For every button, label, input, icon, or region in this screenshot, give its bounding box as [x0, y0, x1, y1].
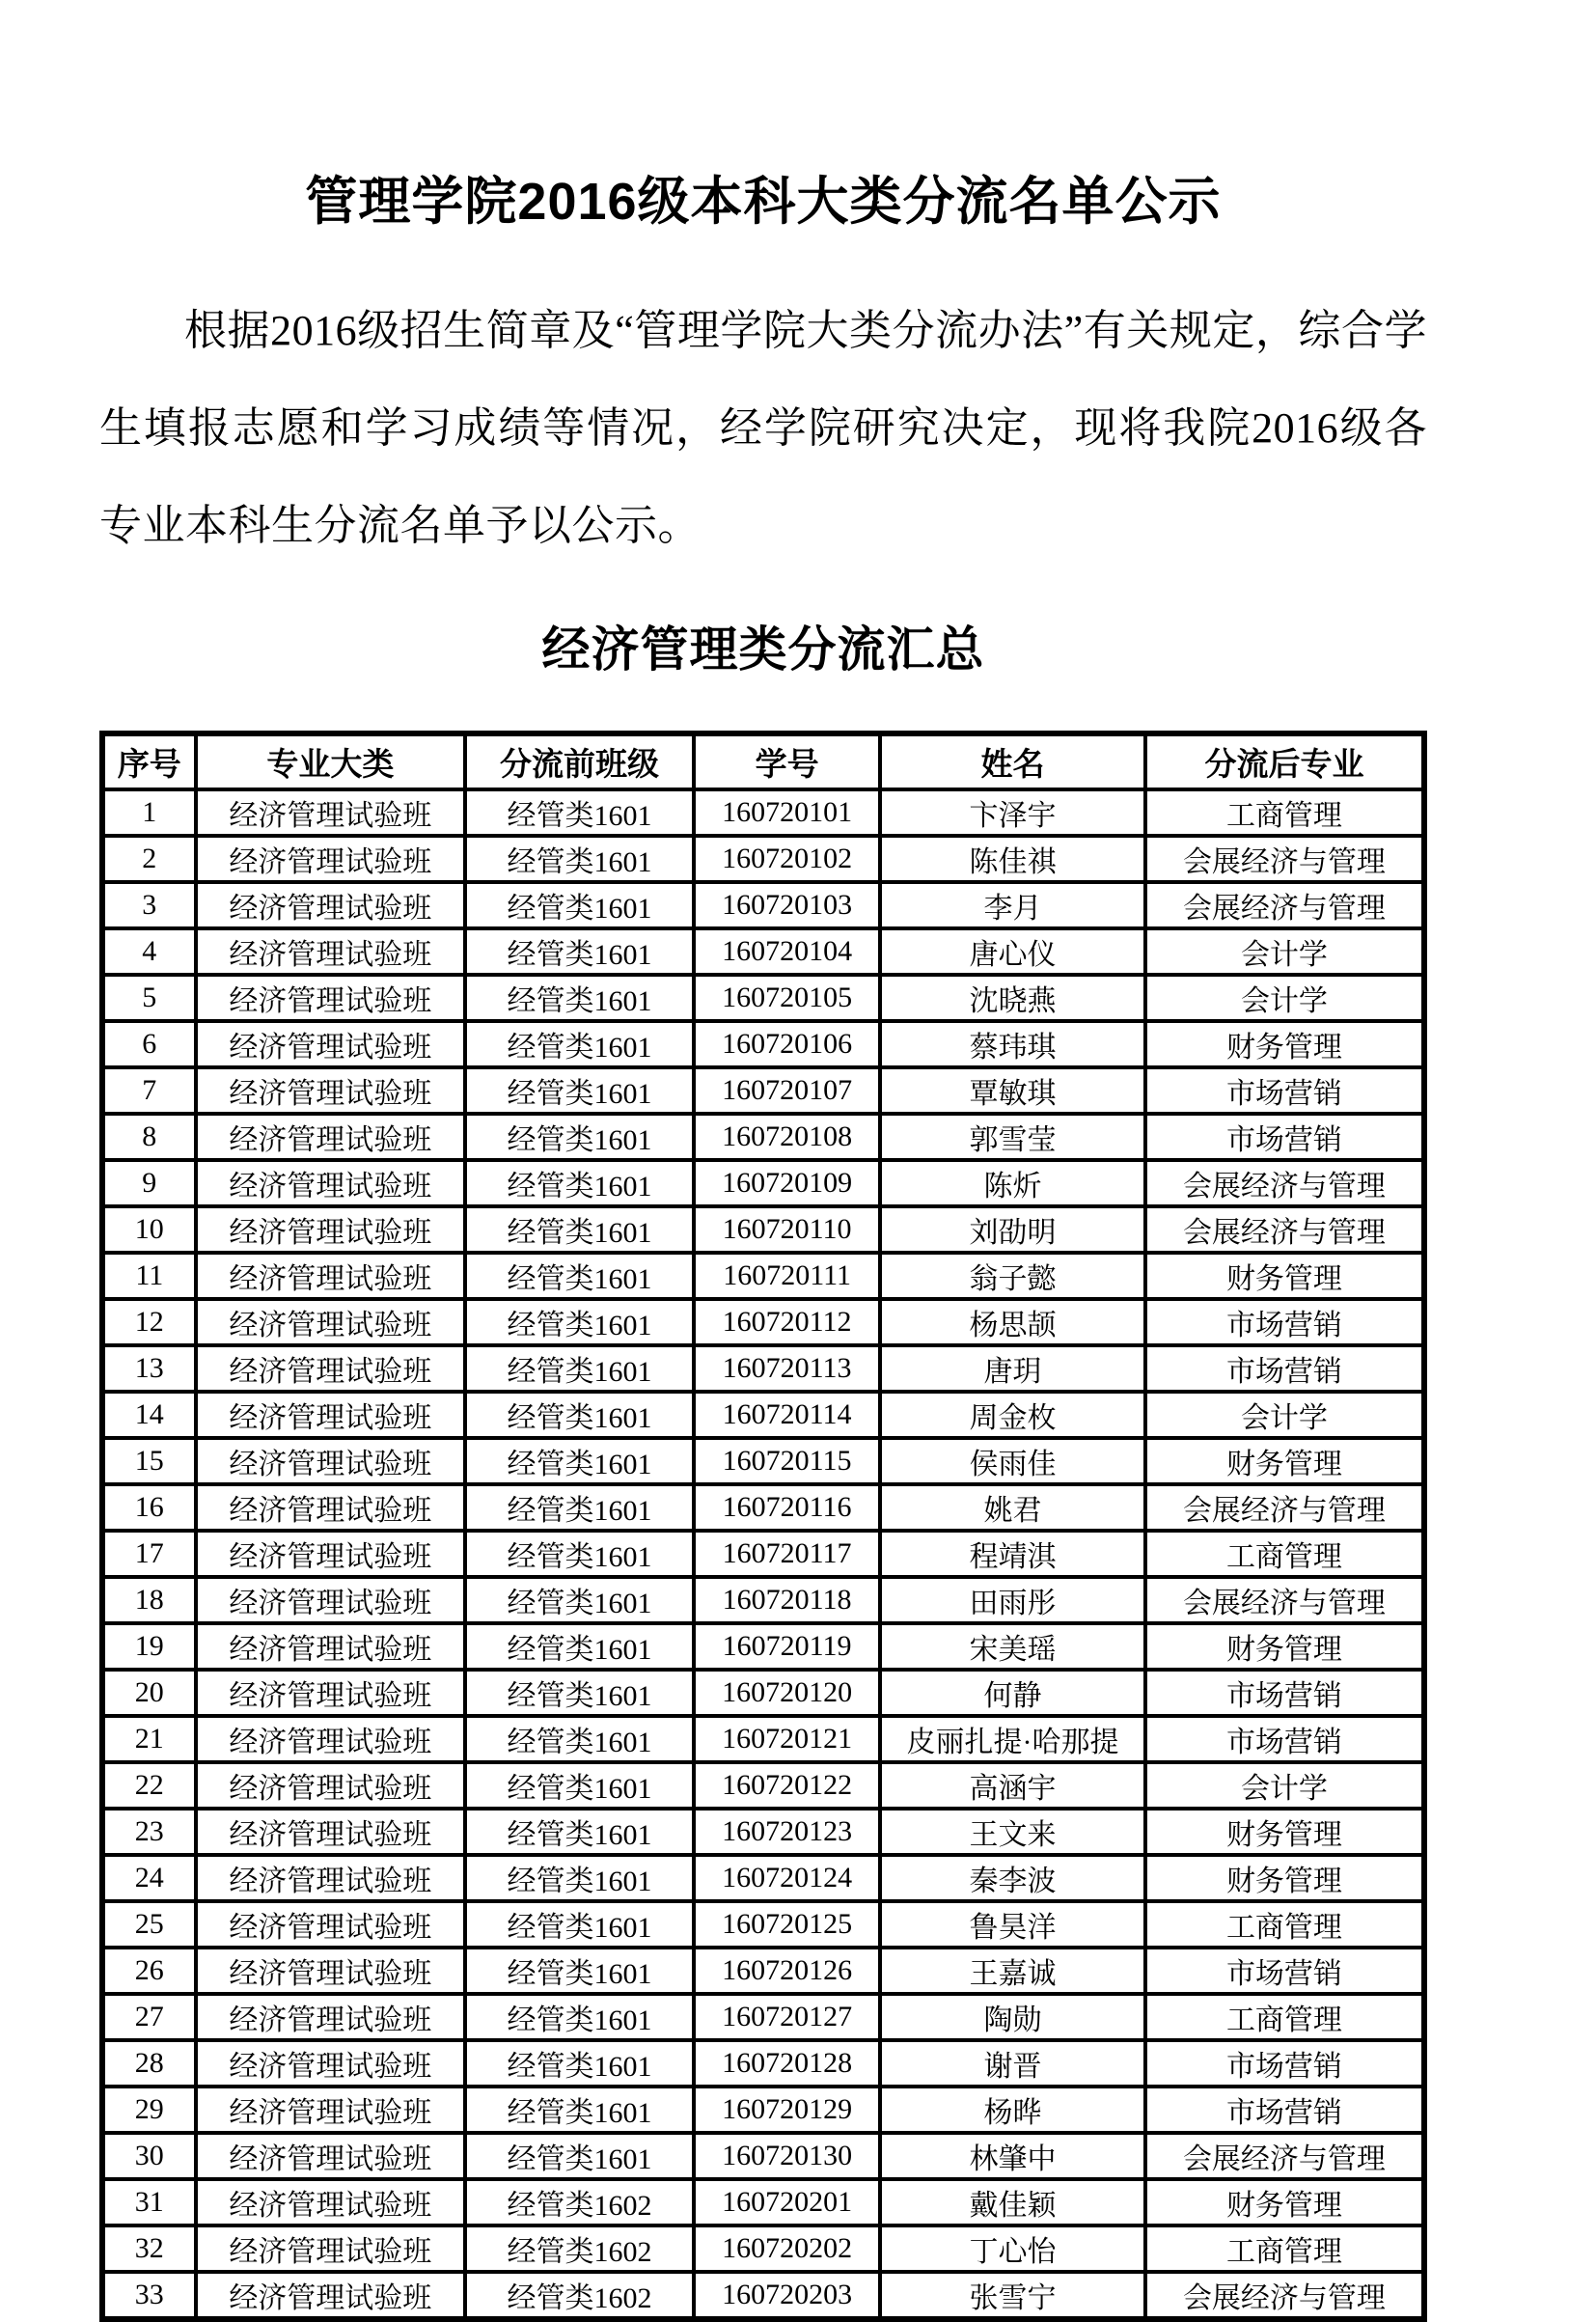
- cell-name: 林肇中: [880, 2133, 1145, 2179]
- cell-name: 宋美瑶: [880, 1623, 1145, 1670]
- cell-major-category: 经济管理试验班: [196, 2040, 465, 2087]
- table-row: [102, 2040, 1424, 2087]
- cell-name: 李月: [880, 882, 1145, 928]
- cell-index: 21: [102, 1716, 196, 1762]
- cell-major-category: 经济管理试验班: [196, 1577, 465, 1623]
- cell-student-id: 160720101: [694, 789, 880, 836]
- table-row: [102, 1948, 1424, 1994]
- cell-major-category: 经济管理试验班: [196, 2179, 465, 2225]
- cell-name: 丁心怡: [880, 2225, 1145, 2272]
- cell-student-id: 160720109: [694, 1160, 880, 1206]
- cell-major-after: 市场营销: [1145, 1948, 1424, 1994]
- table-row: [102, 1021, 1424, 1067]
- cell-class-before: 经管类1601: [465, 1623, 694, 1670]
- cell-student-id: 160720201: [694, 2179, 880, 2225]
- cell-index: 33: [102, 2272, 196, 2319]
- cell-student-id: 160720203: [694, 2272, 880, 2319]
- cell-name: 何静: [880, 1670, 1145, 1716]
- cell-index: 26: [102, 1948, 196, 1994]
- cell-class-before: 经管类1601: [465, 1855, 694, 1901]
- cell-major-after: 财务管理: [1145, 2179, 1424, 2225]
- cell-major-after: 工商管理: [1145, 789, 1424, 836]
- cell-major-category: 经济管理试验班: [196, 1299, 465, 1345]
- cell-name: 谢晋: [880, 2040, 1145, 2087]
- cell-class-before: 经管类1601: [465, 882, 694, 928]
- cell-major-category: 经济管理试验班: [196, 1484, 465, 1531]
- cell-student-id: 160720108: [694, 1114, 880, 1160]
- cell-class-before: 经管类1602: [465, 2225, 694, 2272]
- cell-major-category: 经济管理试验班: [196, 2087, 465, 2133]
- cell-student-id: 160720103: [694, 882, 880, 928]
- cell-name: 周金枚: [880, 1392, 1145, 1438]
- cell-name: 杨思颉: [880, 1299, 1145, 1345]
- cell-student-id: 160720129: [694, 2087, 880, 2133]
- cell-major-after: 财务管理: [1145, 1855, 1424, 1901]
- cell-major-after: 财务管理: [1145, 1809, 1424, 1855]
- cell-major-category: 经济管理试验班: [196, 2133, 465, 2179]
- cell-class-before: 经管类1601: [465, 928, 694, 975]
- table-row: [102, 1623, 1424, 1670]
- cell-name: 王文来: [880, 1809, 1145, 1855]
- cell-index: 1: [102, 789, 196, 836]
- cell-class-before: 经管类1601: [465, 2087, 694, 2133]
- cell-class-before: 经管类1601: [465, 1762, 694, 1809]
- table-row: [102, 1345, 1424, 1392]
- table-row: [102, 1670, 1424, 1716]
- cell-student-id: 160720120: [694, 1670, 880, 1716]
- cell-major-category: 经济管理试验班: [196, 1762, 465, 1809]
- cell-index: 24: [102, 1855, 196, 1901]
- cell-name: 鲁昊洋: [880, 1901, 1145, 1948]
- cell-major-after: 会展经济与管理: [1145, 1577, 1424, 1623]
- cell-major-category: 经济管理试验班: [196, 1716, 465, 1762]
- cell-name: 翁子懿: [880, 1253, 1145, 1299]
- cell-name: 张雪宁: [880, 2272, 1145, 2319]
- cell-student-id: 160720110: [694, 1206, 880, 1253]
- cell-index: 18: [102, 1577, 196, 1623]
- cell-name: 卞泽宇: [880, 789, 1145, 836]
- table-row: [102, 1299, 1424, 1345]
- cell-name: 陶勋: [880, 1994, 1145, 2040]
- cell-name: 陈炘: [880, 1160, 1145, 1206]
- cell-index: 30: [102, 2133, 196, 2179]
- cell-class-before: 经管类1601: [465, 1299, 694, 1345]
- cell-index: 2: [102, 836, 196, 882]
- cell-name: 戴佳颖: [880, 2179, 1145, 2225]
- cell-name: 蔡玮琪: [880, 1021, 1145, 1067]
- table-row: [102, 882, 1424, 928]
- cell-major-category: 经济管理试验班: [196, 1206, 465, 1253]
- cell-major-category: 经济管理试验班: [196, 789, 465, 836]
- cell-name: 田雨彤: [880, 1577, 1145, 1623]
- cell-student-id: 160720123: [694, 1809, 880, 1855]
- cell-class-before: 经管类1601: [465, 1021, 694, 1067]
- column-header-major-category: 专业大类: [196, 733, 465, 789]
- table-row: [102, 2272, 1424, 2319]
- cell-major-category: 经济管理试验班: [196, 1021, 465, 1067]
- table-row: [102, 1855, 1424, 1901]
- cell-student-id: 160720126: [694, 1948, 880, 1994]
- cell-major-after: 会展经济与管理: [1145, 2133, 1424, 2179]
- cell-index: 6: [102, 1021, 196, 1067]
- cell-student-id: 160720102: [694, 836, 880, 882]
- table-row: [102, 1716, 1424, 1762]
- table-row: [102, 1253, 1424, 1299]
- table-row: [102, 1114, 1424, 1160]
- cell-class-before: 经管类1601: [465, 1901, 694, 1948]
- cell-major-category: 经济管理试验班: [196, 2225, 465, 2272]
- cell-class-before: 经管类1601: [465, 1531, 694, 1577]
- cell-major-category: 经济管理试验班: [196, 1809, 465, 1855]
- cell-index: 25: [102, 1901, 196, 1948]
- cell-major-category: 经济管理试验班: [196, 2272, 465, 2319]
- table-row: [102, 2179, 1424, 2225]
- cell-student-id: 160720127: [694, 1994, 880, 2040]
- cell-name: 程靖淇: [880, 1531, 1145, 1577]
- cell-class-before: 经管类1601: [465, 1994, 694, 2040]
- cell-class-before: 经管类1601: [465, 1253, 694, 1299]
- cell-student-id: 160720119: [694, 1623, 880, 1670]
- column-header-student-id: 学号: [694, 733, 880, 789]
- cell-class-before: 经管类1601: [465, 975, 694, 1021]
- cell-major-category: 经济管理试验班: [196, 1114, 465, 1160]
- cell-major-category: 经济管理试验班: [196, 1855, 465, 1901]
- cell-student-id: 160720112: [694, 1299, 880, 1345]
- cell-major-category: 经济管理试验班: [196, 1901, 465, 1948]
- cell-name: 王嘉诚: [880, 1948, 1145, 1994]
- cell-major-category: 经济管理试验班: [196, 1670, 465, 1716]
- cell-student-id: 160720111: [694, 1253, 880, 1299]
- cell-student-id: 160720118: [694, 1577, 880, 1623]
- cell-index: 20: [102, 1670, 196, 1716]
- cell-major-after: 会展经济与管理: [1145, 1484, 1424, 1531]
- cell-index: 3: [102, 882, 196, 928]
- cell-major-after: 市场营销: [1145, 1345, 1424, 1392]
- cell-index: 11: [102, 1253, 196, 1299]
- table-row: [102, 1994, 1424, 2040]
- cell-major-after: 财务管理: [1145, 1021, 1424, 1067]
- cell-index: 15: [102, 1438, 196, 1484]
- cell-major-category: 经济管理试验班: [196, 836, 465, 882]
- column-header-name: 姓名: [880, 733, 1145, 789]
- cell-index: 29: [102, 2087, 196, 2133]
- cell-name: 杨晔: [880, 2087, 1145, 2133]
- cell-name: 覃敏琪: [880, 1067, 1145, 1114]
- cell-student-id: 160720105: [694, 975, 880, 1021]
- cell-index: 4: [102, 928, 196, 975]
- cell-class-before: 经管类1601: [465, 789, 694, 836]
- table-row: [102, 836, 1424, 882]
- cell-index: 22: [102, 1762, 196, 1809]
- cell-major-after: 工商管理: [1145, 1901, 1424, 1948]
- cell-student-id: 160720107: [694, 1067, 880, 1114]
- cell-major-category: 经济管理试验班: [196, 1392, 465, 1438]
- cell-major-category: 经济管理试验班: [196, 1345, 465, 1392]
- cell-major-category: 经济管理试验班: [196, 1531, 465, 1577]
- cell-index: 19: [102, 1623, 196, 1670]
- cell-major-category: 经济管理试验班: [196, 1067, 465, 1114]
- cell-major-after: 会计学: [1145, 1392, 1424, 1438]
- table-row: [102, 2087, 1424, 2133]
- cell-class-before: 经管类1601: [465, 1948, 694, 1994]
- cell-student-id: 160720113: [694, 1345, 880, 1392]
- table-row: [102, 1160, 1424, 1206]
- cell-major-after: 会展经济与管理: [1145, 836, 1424, 882]
- cell-name: 沈晓燕: [880, 975, 1145, 1021]
- cell-major-after: 财务管理: [1145, 1438, 1424, 1484]
- cell-major-category: 经济管理试验班: [196, 928, 465, 975]
- table-row: [102, 2225, 1424, 2272]
- cell-index: 10: [102, 1206, 196, 1253]
- cell-major-after: 市场营销: [1145, 2087, 1424, 2133]
- cell-name: 郭雪莹: [880, 1114, 1145, 1160]
- cell-major-after: 财务管理: [1145, 1623, 1424, 1670]
- table-row: [102, 2133, 1424, 2179]
- column-header-major-after: 分流后专业: [1145, 733, 1424, 789]
- cell-index: 27: [102, 1994, 196, 2040]
- cell-class-before: 经管类1601: [465, 1160, 694, 1206]
- cell-index: 31: [102, 2179, 196, 2225]
- cell-name: 刘劭明: [880, 1206, 1145, 1253]
- table-row: [102, 1809, 1424, 1855]
- cell-class-before: 经管类1601: [465, 1484, 694, 1531]
- cell-major-after: 市场营销: [1145, 1299, 1424, 1345]
- cell-major-after: 会计学: [1145, 928, 1424, 975]
- cell-index: 9: [102, 1160, 196, 1206]
- cell-major-after: 会展经济与管理: [1145, 1160, 1424, 1206]
- cell-index: 32: [102, 2225, 196, 2272]
- cell-class-before: 经管类1601: [465, 1716, 694, 1762]
- table-header-row: [102, 733, 1424, 789]
- cell-class-before: 经管类1601: [465, 1438, 694, 1484]
- table-row: [102, 1438, 1424, 1484]
- cell-name: 秦李波: [880, 1855, 1145, 1901]
- cell-class-before: 经管类1601: [465, 1345, 694, 1392]
- cell-name: 高涵宇: [880, 1762, 1145, 1809]
- cell-class-before: 经管类1601: [465, 1392, 694, 1438]
- cell-major-category: 经济管理试验班: [196, 1994, 465, 2040]
- table-row: [102, 1762, 1424, 1809]
- cell-major-after: 市场营销: [1145, 2040, 1424, 2087]
- section-title: 经济管理类分流汇总: [541, 622, 985, 677]
- intro-paragraph: 根据2016级招生简章及“管理学院大类分流办法”有关规定，综合学生填报志愿和学习成绩等情况，经学院研究决定，现将我院2016级各专业本科生分流名单予以公示。: [99, 307, 1427, 549]
- cell-major-category: 经济管理试验班: [196, 1438, 465, 1484]
- cell-student-id: 160720130: [694, 2133, 880, 2179]
- cell-class-before: 经管类1601: [465, 2133, 694, 2179]
- cell-student-id: 160720202: [694, 2225, 880, 2272]
- table-row: [102, 975, 1424, 1021]
- cell-student-id: 160720125: [694, 1901, 880, 1948]
- cell-major-after: 财务管理: [1145, 1253, 1424, 1299]
- cell-index: 8: [102, 1114, 196, 1160]
- cell-student-id: 160720104: [694, 928, 880, 975]
- column-header-class-before: 分流前班级: [465, 733, 694, 789]
- cell-class-before: 经管类1601: [465, 1206, 694, 1253]
- cell-student-id: 160720106: [694, 1021, 880, 1067]
- cell-name: 陈佳祺: [880, 836, 1145, 882]
- table-row: [102, 1531, 1424, 1577]
- cell-name: 姚君: [880, 1484, 1145, 1531]
- cell-major-after: 市场营销: [1145, 1670, 1424, 1716]
- table-row: [102, 1901, 1424, 1948]
- cell-student-id: 160720124: [694, 1855, 880, 1901]
- cell-major-after: 会展经济与管理: [1145, 1206, 1424, 1253]
- cell-major-after: 会展经济与管理: [1145, 882, 1424, 928]
- table-row: [102, 1484, 1424, 1531]
- cell-major-category: 经济管理试验班: [196, 1160, 465, 1206]
- cell-major-category: 经济管理试验班: [196, 1623, 465, 1670]
- cell-class-before: 经管类1601: [465, 1809, 694, 1855]
- cell-name: 皮丽扎提·哈那提: [880, 1716, 1145, 1762]
- document-title: 管理学院2016级本科大类分流名单公示: [305, 173, 1222, 231]
- cell-index: 12: [102, 1299, 196, 1345]
- cell-major-category: 经济管理试验班: [196, 1253, 465, 1299]
- cell-class-before: 经管类1601: [465, 1114, 694, 1160]
- cell-major-after: 工商管理: [1145, 2225, 1424, 2272]
- cell-major-after: 会计学: [1145, 975, 1424, 1021]
- cell-index: 28: [102, 2040, 196, 2087]
- cell-class-before: 经管类1601: [465, 1577, 694, 1623]
- cell-student-id: 160720128: [694, 2040, 880, 2087]
- document-content: [99, 0, 1427, 2322]
- cell-class-before: 经管类1602: [465, 2272, 694, 2319]
- cell-class-before: 经管类1601: [465, 1670, 694, 1716]
- cell-index: 5: [102, 975, 196, 1021]
- cell-class-before: 经管类1601: [465, 836, 694, 882]
- table-row: [102, 1206, 1424, 1253]
- cell-major-after: 市场营销: [1145, 1114, 1424, 1160]
- column-header-index: 序号: [102, 733, 196, 789]
- cell-major-category: 经济管理试验班: [196, 975, 465, 1021]
- table-row: [102, 1577, 1424, 1623]
- cell-index: 13: [102, 1345, 196, 1392]
- cell-index: 16: [102, 1484, 196, 1531]
- cell-major-after: 市场营销: [1145, 1716, 1424, 1762]
- cell-index: 17: [102, 1531, 196, 1577]
- cell-major-category: 经济管理试验班: [196, 882, 465, 928]
- table-row: [102, 789, 1424, 836]
- cell-student-id: 160720116: [694, 1484, 880, 1531]
- cell-student-id: 160720121: [694, 1716, 880, 1762]
- cell-major-after: 工商管理: [1145, 1531, 1424, 1577]
- cell-class-before: 经管类1601: [465, 1067, 694, 1114]
- table-row: [102, 928, 1424, 975]
- cell-index: 14: [102, 1392, 196, 1438]
- cell-name: 侯雨佳: [880, 1438, 1145, 1484]
- cell-major-after: 工商管理: [1145, 1994, 1424, 2040]
- table-body: [102, 789, 1424, 2319]
- cell-index: 7: [102, 1067, 196, 1114]
- cell-student-id: 160720117: [694, 1531, 880, 1577]
- cell-index: 23: [102, 1809, 196, 1855]
- cell-student-id: 160720114: [694, 1392, 880, 1438]
- cell-major-category: 经济管理试验班: [196, 1948, 465, 1994]
- cell-student-id: 160720122: [694, 1762, 880, 1809]
- distribution-table: [99, 731, 1427, 2322]
- cell-student-id: 160720115: [694, 1438, 880, 1484]
- cell-major-after: 会计学: [1145, 1762, 1424, 1809]
- cell-class-before: 经管类1602: [465, 2179, 694, 2225]
- table-row: [102, 1067, 1424, 1114]
- cell-class-before: 经管类1601: [465, 2040, 694, 2087]
- table-row: [102, 1392, 1424, 1438]
- cell-name: 唐心仪: [880, 928, 1145, 975]
- cell-major-after: 会展经济与管理: [1145, 2272, 1424, 2319]
- cell-major-after: 市场营销: [1145, 1067, 1424, 1114]
- cell-name: 唐玥: [880, 1345, 1145, 1392]
